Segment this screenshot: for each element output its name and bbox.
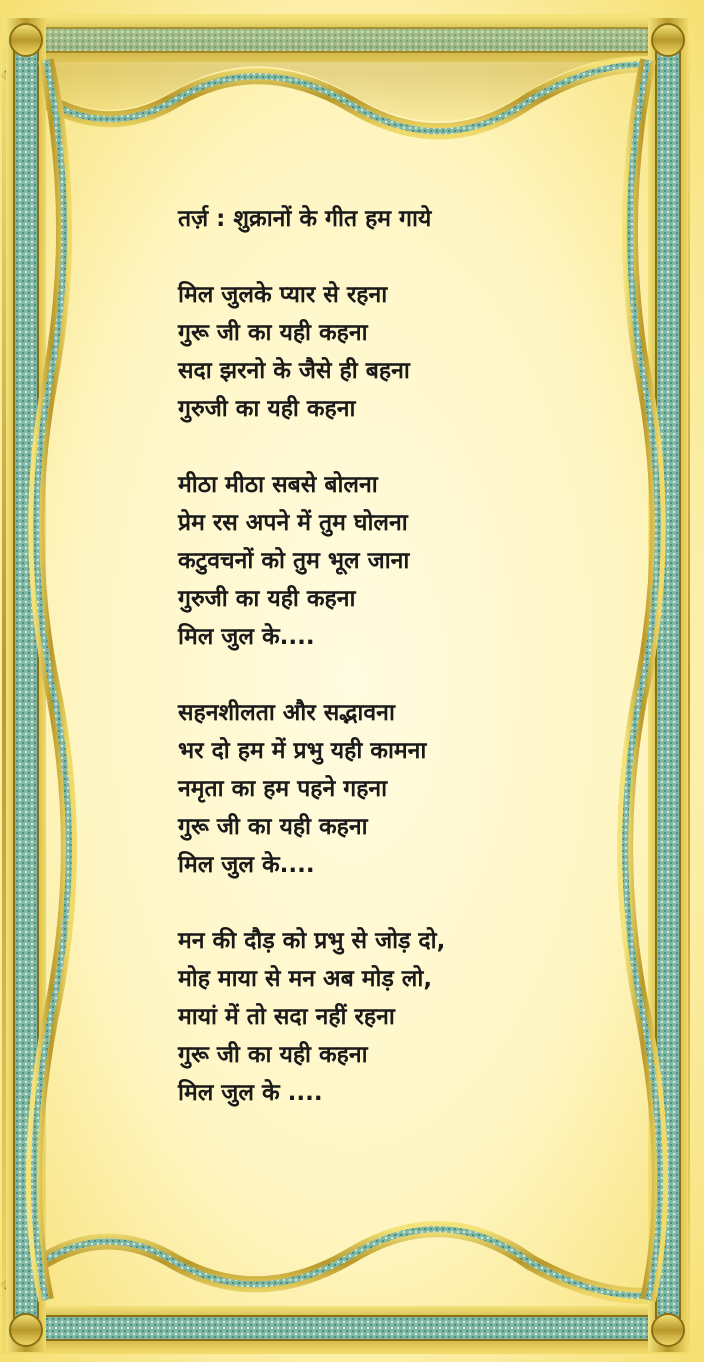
poem-line: सदा झरनो के जैसे ही बहना — [178, 358, 410, 384]
poem-content — [178, 200, 618, 1150]
poem-line: मिल जुल के.... — [178, 852, 315, 878]
poem-line: मीठा मीठा सबसे बोलना — [178, 472, 378, 498]
stanza-4 — [178, 922, 618, 1112]
poem-line: कटुवचनों को तुम भूल जाना — [178, 548, 410, 574]
poem-line: मोह माया से मन अब मोड़ लो, — [178, 966, 433, 992]
poem-line: गुरुजी का यही कहना — [178, 586, 356, 612]
poem-line: भर दो हम में प्रभु यही कामना — [178, 738, 427, 764]
stanza-3 — [178, 694, 618, 884]
poem-line: मन की दौड़ को प्रभु से जोड़ दो, — [178, 928, 446, 954]
poem-line: गुरू जी का यही कहना — [178, 320, 368, 346]
poem-line: गुरू जी का यही कहना — [178, 814, 368, 840]
poem-line: मायां में तो सदा नहीं रहना — [178, 1004, 395, 1030]
poem-line: प्रेम रस अपने में तुम घोलना — [178, 510, 408, 536]
tune-line: तर्ज़ : शुक्रानों के गीत हम गाये — [178, 206, 432, 232]
poem-line: मिल जुलके प्यार से रहना — [178, 282, 388, 308]
poem-line: गुरुजी का यही कहना — [178, 396, 356, 422]
stanza-2 — [178, 466, 618, 656]
stanza-1 — [178, 276, 618, 428]
poem-line: मिल जुल के .... — [178, 1080, 323, 1106]
poem-line: मिल जुल के.... — [178, 624, 315, 650]
tune-line-block — [178, 200, 618, 238]
poem-line: सहनशीलता और सद्भावना — [178, 700, 395, 726]
poem-line: गुरू जी का यही कहना — [178, 1042, 368, 1068]
poem-line: नमृता का हम पहने गहना — [178, 776, 388, 802]
